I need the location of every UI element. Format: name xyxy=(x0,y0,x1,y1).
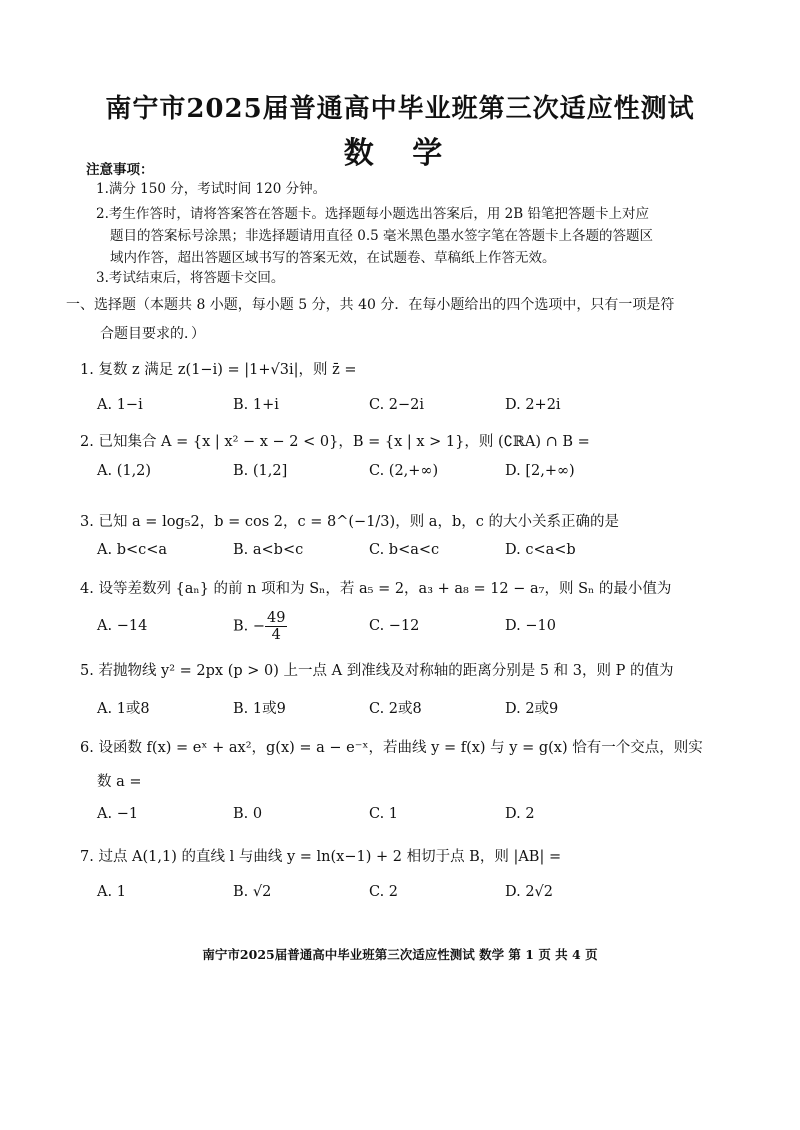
option-c: C. 1 xyxy=(369,806,399,822)
note-item-2 xyxy=(96,203,716,269)
fraction-denominator: 4 xyxy=(271,627,281,643)
question-4: 4. 设等差数列 {aₙ} 的前 n 项和为 Sₙ，若 a₅ = 2，a₃ + a₈ = 12 − a₇，则 Sₙ 的最小值为 xyxy=(80,581,672,597)
question-6-line-2: 数 a = xyxy=(97,774,142,790)
question-5: 5. 若抛物线 y² = 2px (p > 0) 上一点 A 到准线及对称轴的距离分别是 5 和 3，则 P 的值为 xyxy=(80,663,674,679)
option-b: B. 0 xyxy=(233,806,263,822)
option-b-label: B. xyxy=(233,618,249,635)
note-item-2-line-3: 域内作答，超出答题区域书写的答案无效，在试题卷、草稿纸上作答无效。 xyxy=(110,250,556,266)
minus-sign: − xyxy=(252,618,266,635)
notes-heading: 注意事项： xyxy=(86,162,154,178)
option-c: C. 2−2i xyxy=(369,397,425,413)
option-d: D. 2 xyxy=(505,806,535,822)
note-item-2-line-1: 2.考生作答时，请将答案答在答题卡。选择题每小题选出答案后，用 2B 铅笔把答题卡上对应 xyxy=(96,206,649,222)
option-a: A. −14 xyxy=(97,618,148,634)
option-c: C. (2,+∞) xyxy=(369,463,439,479)
option-b: B. (1,2] xyxy=(233,463,288,479)
note-item-2-line-2: 题目的答案标号涂黑；非选择题请用直径 0.5 毫米黑色墨水签字笔在答题卡上各题的答题区 xyxy=(110,228,654,244)
option-c: C. 2 xyxy=(369,884,399,900)
option-d: D. 2+2i xyxy=(505,397,561,413)
option-b: B. 1或9 xyxy=(233,701,286,717)
section-heading-line-2: 合题目要求的．） xyxy=(100,326,205,342)
option-b: B. 1+i xyxy=(233,397,279,413)
option-d: D. 2√2 xyxy=(505,884,554,900)
subject-title: 数 学 xyxy=(343,136,457,171)
option-b xyxy=(233,610,287,643)
page-footer: 南宁市2025届普通高中毕业班第三次适应性测试 数学 第 1 页 共 4 页 xyxy=(202,947,598,962)
exam-title: 南宁市2025届普通高中毕业班第三次适应性测试 xyxy=(105,94,695,124)
option-a: A. (1,2) xyxy=(97,463,152,479)
option-d: D. [2,+∞) xyxy=(505,463,575,479)
section-heading xyxy=(66,291,726,349)
question-7: 7. 过点 A(1,1) 的直线 l 与曲线 y = ln(x−1) + 2 相切于点 B，则 |AB| = xyxy=(80,849,562,865)
question-1: 1. 复数 z 满足 z(1−i) = |1+√3i|，则 z̄ = xyxy=(80,362,357,378)
option-a: A. −1 xyxy=(97,806,139,822)
question-3: 3. 已知 a = log₅2，b = cos 2，c = 8^(−1/3)，则 a，b，c 的大小关系正确的是 xyxy=(80,514,619,530)
option-d: D. 2或9 xyxy=(505,701,559,717)
option-c: C. −12 xyxy=(369,618,420,634)
fraction-numerator: 49 xyxy=(267,610,286,626)
option-a: A. b<c<a xyxy=(97,542,168,558)
option-a: A. 1或8 xyxy=(97,701,150,717)
option-a: A. 1 xyxy=(97,884,126,900)
option-d: D. c<a<b xyxy=(505,542,576,558)
option-b: B. a<b<c xyxy=(233,542,304,558)
option-d: D. −10 xyxy=(505,618,556,634)
option-b: B. √2 xyxy=(233,884,272,900)
question-2: 2. 已知集合 A = {x | x² − x − 2 < 0}，B = {x | x > 1}，则 (∁ℝA) ∩ B = xyxy=(80,434,590,450)
note-item-3: 3.考试结束后，将答题卡交回。 xyxy=(96,270,285,286)
option-a: A. 1−i xyxy=(97,397,143,413)
option-c: C. b<a<c xyxy=(369,542,440,558)
fraction xyxy=(265,610,287,643)
section-heading-line-1: 一、选择题（本题共 8 小题，每小题 5 分，共 40 分．在每小题给出的四个选项中，只有一项是符 xyxy=(66,297,675,313)
option-c: C. 2或8 xyxy=(369,701,422,717)
note-item-1: 1.满分 150 分，考试时间 120 分钟。 xyxy=(96,181,327,197)
question-6: 6. 设函数 f(x) = eˣ + ax²，g(x) = a − e⁻ˣ，若曲线 y = f(x) 与 y = g(x) 恰有一个交点，则实 xyxy=(80,740,703,756)
